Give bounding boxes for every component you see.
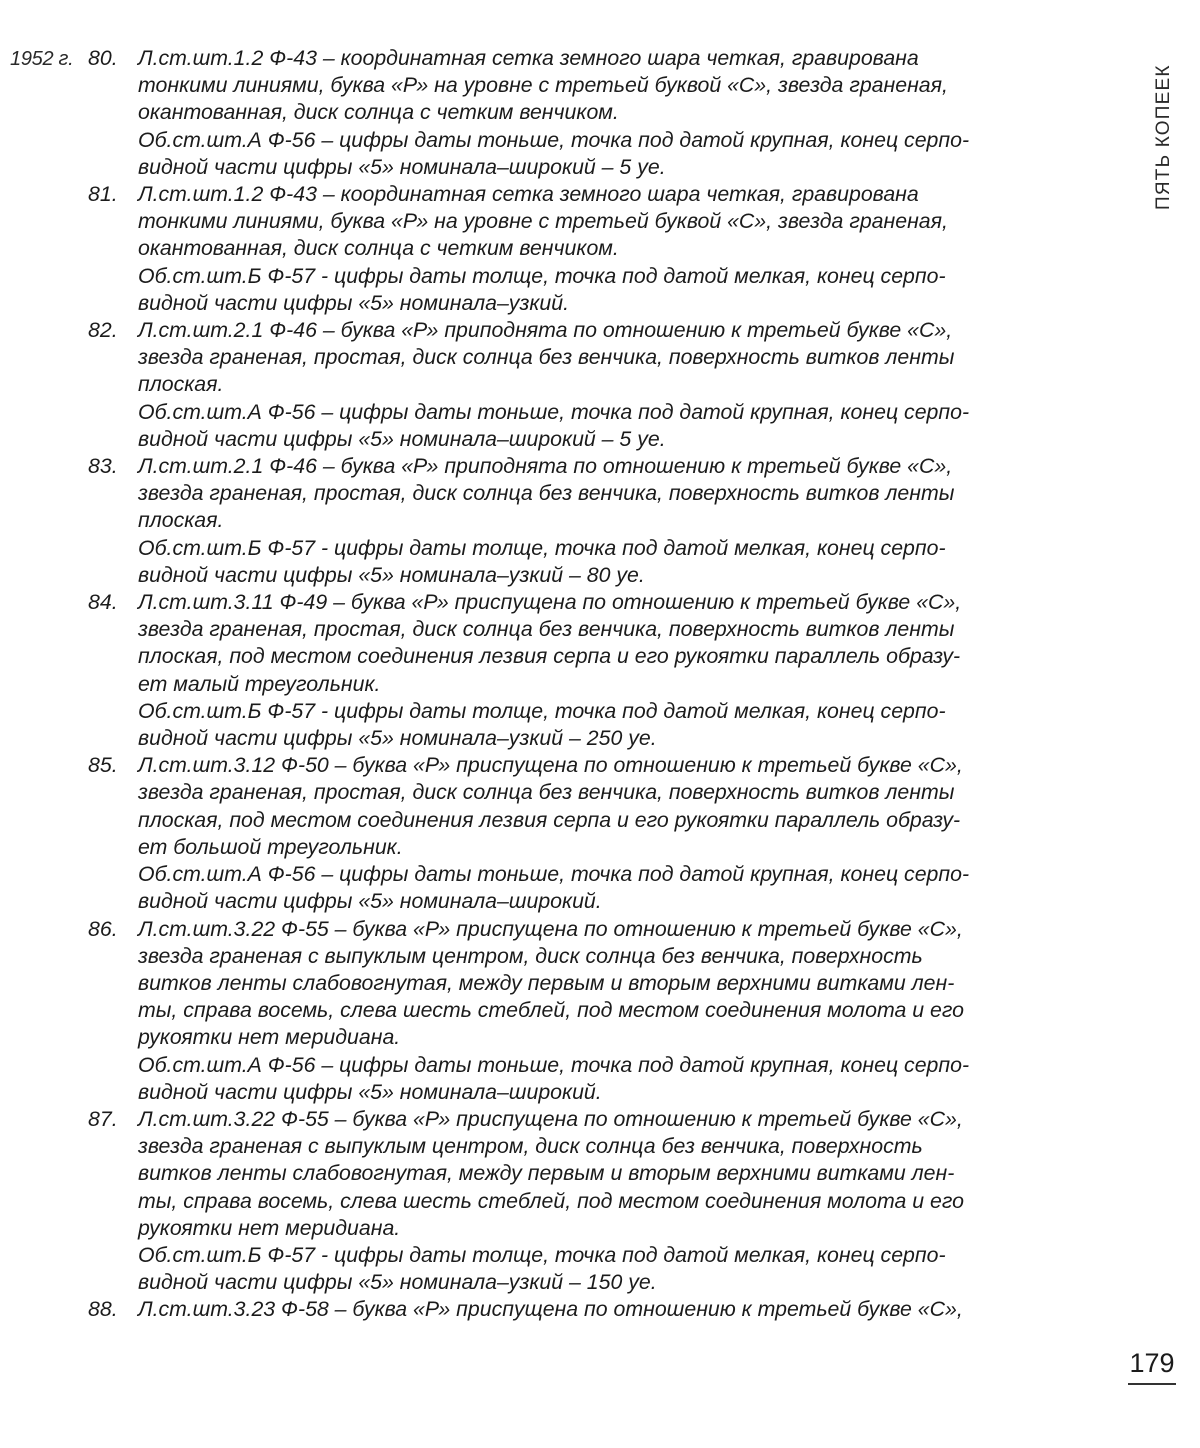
- catalog-entry: [80, 1296, 1090, 1323]
- entry-text-line: звезда граненая с выпуклым центром, диск солнца без венчика, поверхность: [138, 943, 923, 968]
- entry-text-line: ты, справа восемь, слева шесть стеблей, под местом соединения молота и его: [138, 998, 964, 1023]
- entry-text: [138, 1296, 1090, 1323]
- entry-text-line: плоская.: [138, 372, 224, 397]
- entry-text-line: видной части цифры «5» номинала–узкий – 250 уе.: [138, 726, 657, 751]
- entry-number: 81.: [88, 182, 118, 207]
- entry-text: [138, 752, 1090, 915]
- entry-text: [138, 181, 1090, 317]
- catalog-entry: [80, 45, 1090, 181]
- entry-text-line: Л.ст.шт.3.12 Ф-50 – буква «Р» приспущена по отношению к третьей букве «С»,: [138, 753, 963, 778]
- entry-text: [138, 916, 1090, 1106]
- entry-text-line: Об.ст.шт.Б Ф-57 - цифры даты толще, точка под датой мелкая, конец серпо-: [138, 698, 946, 723]
- entry-text: [138, 317, 1090, 453]
- entry-text-line: видной части цифры «5» номинала–узкий – 150 уе.: [138, 1270, 657, 1295]
- entry-text-line: видной части цифры «5» номинала–широкий – 5 уе.: [138, 426, 666, 451]
- entry-text-line: Л.ст.шт.1.2 Ф-43 – координатная сетка земного шара четкая, гравирована: [138, 182, 919, 207]
- entry-text: [138, 589, 1090, 752]
- entry-text-line: видной части цифры «5» номинала–широкий.: [138, 1079, 602, 1104]
- entry-number: 83.: [88, 454, 118, 479]
- entry-number: 86.: [88, 916, 118, 941]
- catalog-entry: [80, 752, 1090, 915]
- page-number-rule: [1128, 1383, 1176, 1385]
- entry-text-line: Об.ст.шт.Б Ф-57 - цифры даты толще, точка под датой мелкая, конец серпо-: [138, 1242, 946, 1267]
- entry-text-line: рукоятки нет меридиана.: [138, 1215, 401, 1240]
- catalog-entry: [80, 589, 1090, 752]
- entry-number: 87.: [88, 1106, 118, 1131]
- page-number: 179: [1129, 1348, 1175, 1378]
- entry-text-line: Об.ст.шт.А Ф-56 – цифры даты тоньше, точка под датой крупная, конец серпо-: [138, 862, 970, 887]
- entry-number: 84.: [88, 590, 118, 615]
- entry-text: [138, 453, 1090, 589]
- catalog-entry: [80, 317, 1090, 453]
- year-label: 1952 г.: [10, 48, 74, 70]
- entry-text-line: звезда граненая, простая, диск солнца без венчика, поверхность витков ленты: [138, 617, 955, 642]
- entry-text-line: Л.ст.шт.2.1 Ф-46 – буква «Р» приподнята по отношению к третьей букве «С»,: [138, 318, 953, 343]
- entry-text-line: Л.ст.шт.3.23 Ф-58 – буква «Р» приспущена по отношению к третьей букве «С»,: [138, 1297, 963, 1322]
- catalog-entry-list: [80, 45, 1090, 1324]
- catalog-entry: [80, 181, 1090, 317]
- catalog-entry: [80, 1106, 1090, 1296]
- entry-text-line: Об.ст.шт.Б Ф-57 - цифры даты толще, точка под датой мелкая, конец серпо-: [138, 263, 946, 288]
- entry-text-line: Об.ст.шт.А Ф-56 – цифры даты тоньше, точка под датой крупная, конец серпо-: [138, 399, 970, 424]
- entry-text-line: видной части цифры «5» номинала–узкий – 80 уе.: [138, 562, 645, 587]
- entry-text-line: окантованная, диск солнца с четким венчиком.: [138, 236, 619, 261]
- entry-text-line: Об.ст.шт.А Ф-56 – цифры даты тоньше, точка под датой крупная, конец серпо-: [138, 1052, 970, 1077]
- entry-number: 85.: [88, 753, 118, 778]
- entry-text-line: Л.ст.шт.3.22 Ф-55 – буква «Р» приспущена по отношению к третьей букве «С»,: [138, 916, 963, 941]
- entry-text-line: тонкими линиями, буква «Р» на уровне с третьей буквой «С», звезда граненая,: [138, 73, 948, 98]
- entry-text: [138, 45, 1090, 181]
- entry-text-line: Л.ст.шт.3.11 Ф-49 – буква «Р» приспущена по отношению к третьей букве «С»,: [138, 590, 962, 615]
- running-header-vertical: ПЯТЬ КОПЕЕК: [1153, 64, 1174, 210]
- entry-text-line: Об.ст.шт.А Ф-56 – цифры даты тоньше, точка под датой крупная, конец серпо-: [138, 127, 970, 152]
- entry-text-line: звезда граненая, простая, диск солнца без венчика, поверхность витков ленты: [138, 481, 955, 506]
- catalog-entry: [80, 453, 1090, 589]
- entry-text-line: тонкими линиями, буква «Р» на уровне с третьей буквой «С», звезда граненая,: [138, 209, 948, 234]
- entry-text-line: Л.ст.шт.2.1 Ф-46 – буква «Р» приподнята по отношению к третьей букве «С»,: [138, 454, 953, 479]
- entry-text-line: видной части цифры «5» номинала–широкий – 5 уе.: [138, 154, 666, 179]
- entry-text-line: звезда граненая с выпуклым центром, диск солнца без венчика, поверхность: [138, 1134, 923, 1159]
- catalog-entry: [80, 916, 1090, 1106]
- entry-text-line: витков ленты слабовогнутая, между первым и вторым верхними витками лен-: [138, 1161, 955, 1186]
- entry-text-line: витков ленты слабовогнутая, между первым и вторым верхними витками лен-: [138, 970, 955, 995]
- entry-text-line: рукоятки нет меридиана.: [138, 1025, 401, 1050]
- entry-text: [138, 1106, 1090, 1296]
- entry-number: 88.: [88, 1297, 118, 1322]
- entry-text-line: ет большой треугольник.: [138, 834, 403, 859]
- entry-text-line: звезда граненая, простая, диск солнца без венчика, поверхность витков ленты: [138, 780, 955, 805]
- entry-text-line: плоская, под местом соединения лезвия серпа и его рукоятки параллель образу-: [138, 807, 961, 832]
- entry-text-line: Л.ст.шт.3.22 Ф-55 – буква «Р» приспущена по отношению к третьей букве «С»,: [138, 1106, 963, 1131]
- entry-text-line: видной части цифры «5» номинала–широкий.: [138, 889, 602, 914]
- entry-text-line: плоская, под местом соединения лезвия серпа и его рукоятки параллель образу-: [138, 644, 961, 669]
- entry-text-line: видной части цифры «5» номинала–узкий.: [138, 290, 570, 315]
- entry-text-line: ты, справа восемь, слева шесть стеблей, под местом соединения молота и его: [138, 1188, 964, 1213]
- entry-text-line: ет малый треугольник.: [138, 671, 381, 696]
- entry-text-line: звезда граненая, простая, диск солнца без венчика, поверхность витков ленты: [138, 345, 955, 370]
- entry-number: 80.: [88, 46, 118, 70]
- entry-text-line: окантованная, диск солнца с четким венчиком.: [138, 100, 619, 125]
- entry-text-line: Об.ст.шт.Б Ф-57 - цифры даты толще, точка под датой мелкая, конец серпо-: [138, 535, 946, 560]
- entry-text-line: плоская.: [138, 508, 224, 533]
- entry-text-line: Л.ст.шт.1.2 Ф-43 – координатная сетка земного шара четкая, гравирована: [138, 46, 919, 70]
- entry-number: 82.: [88, 318, 118, 343]
